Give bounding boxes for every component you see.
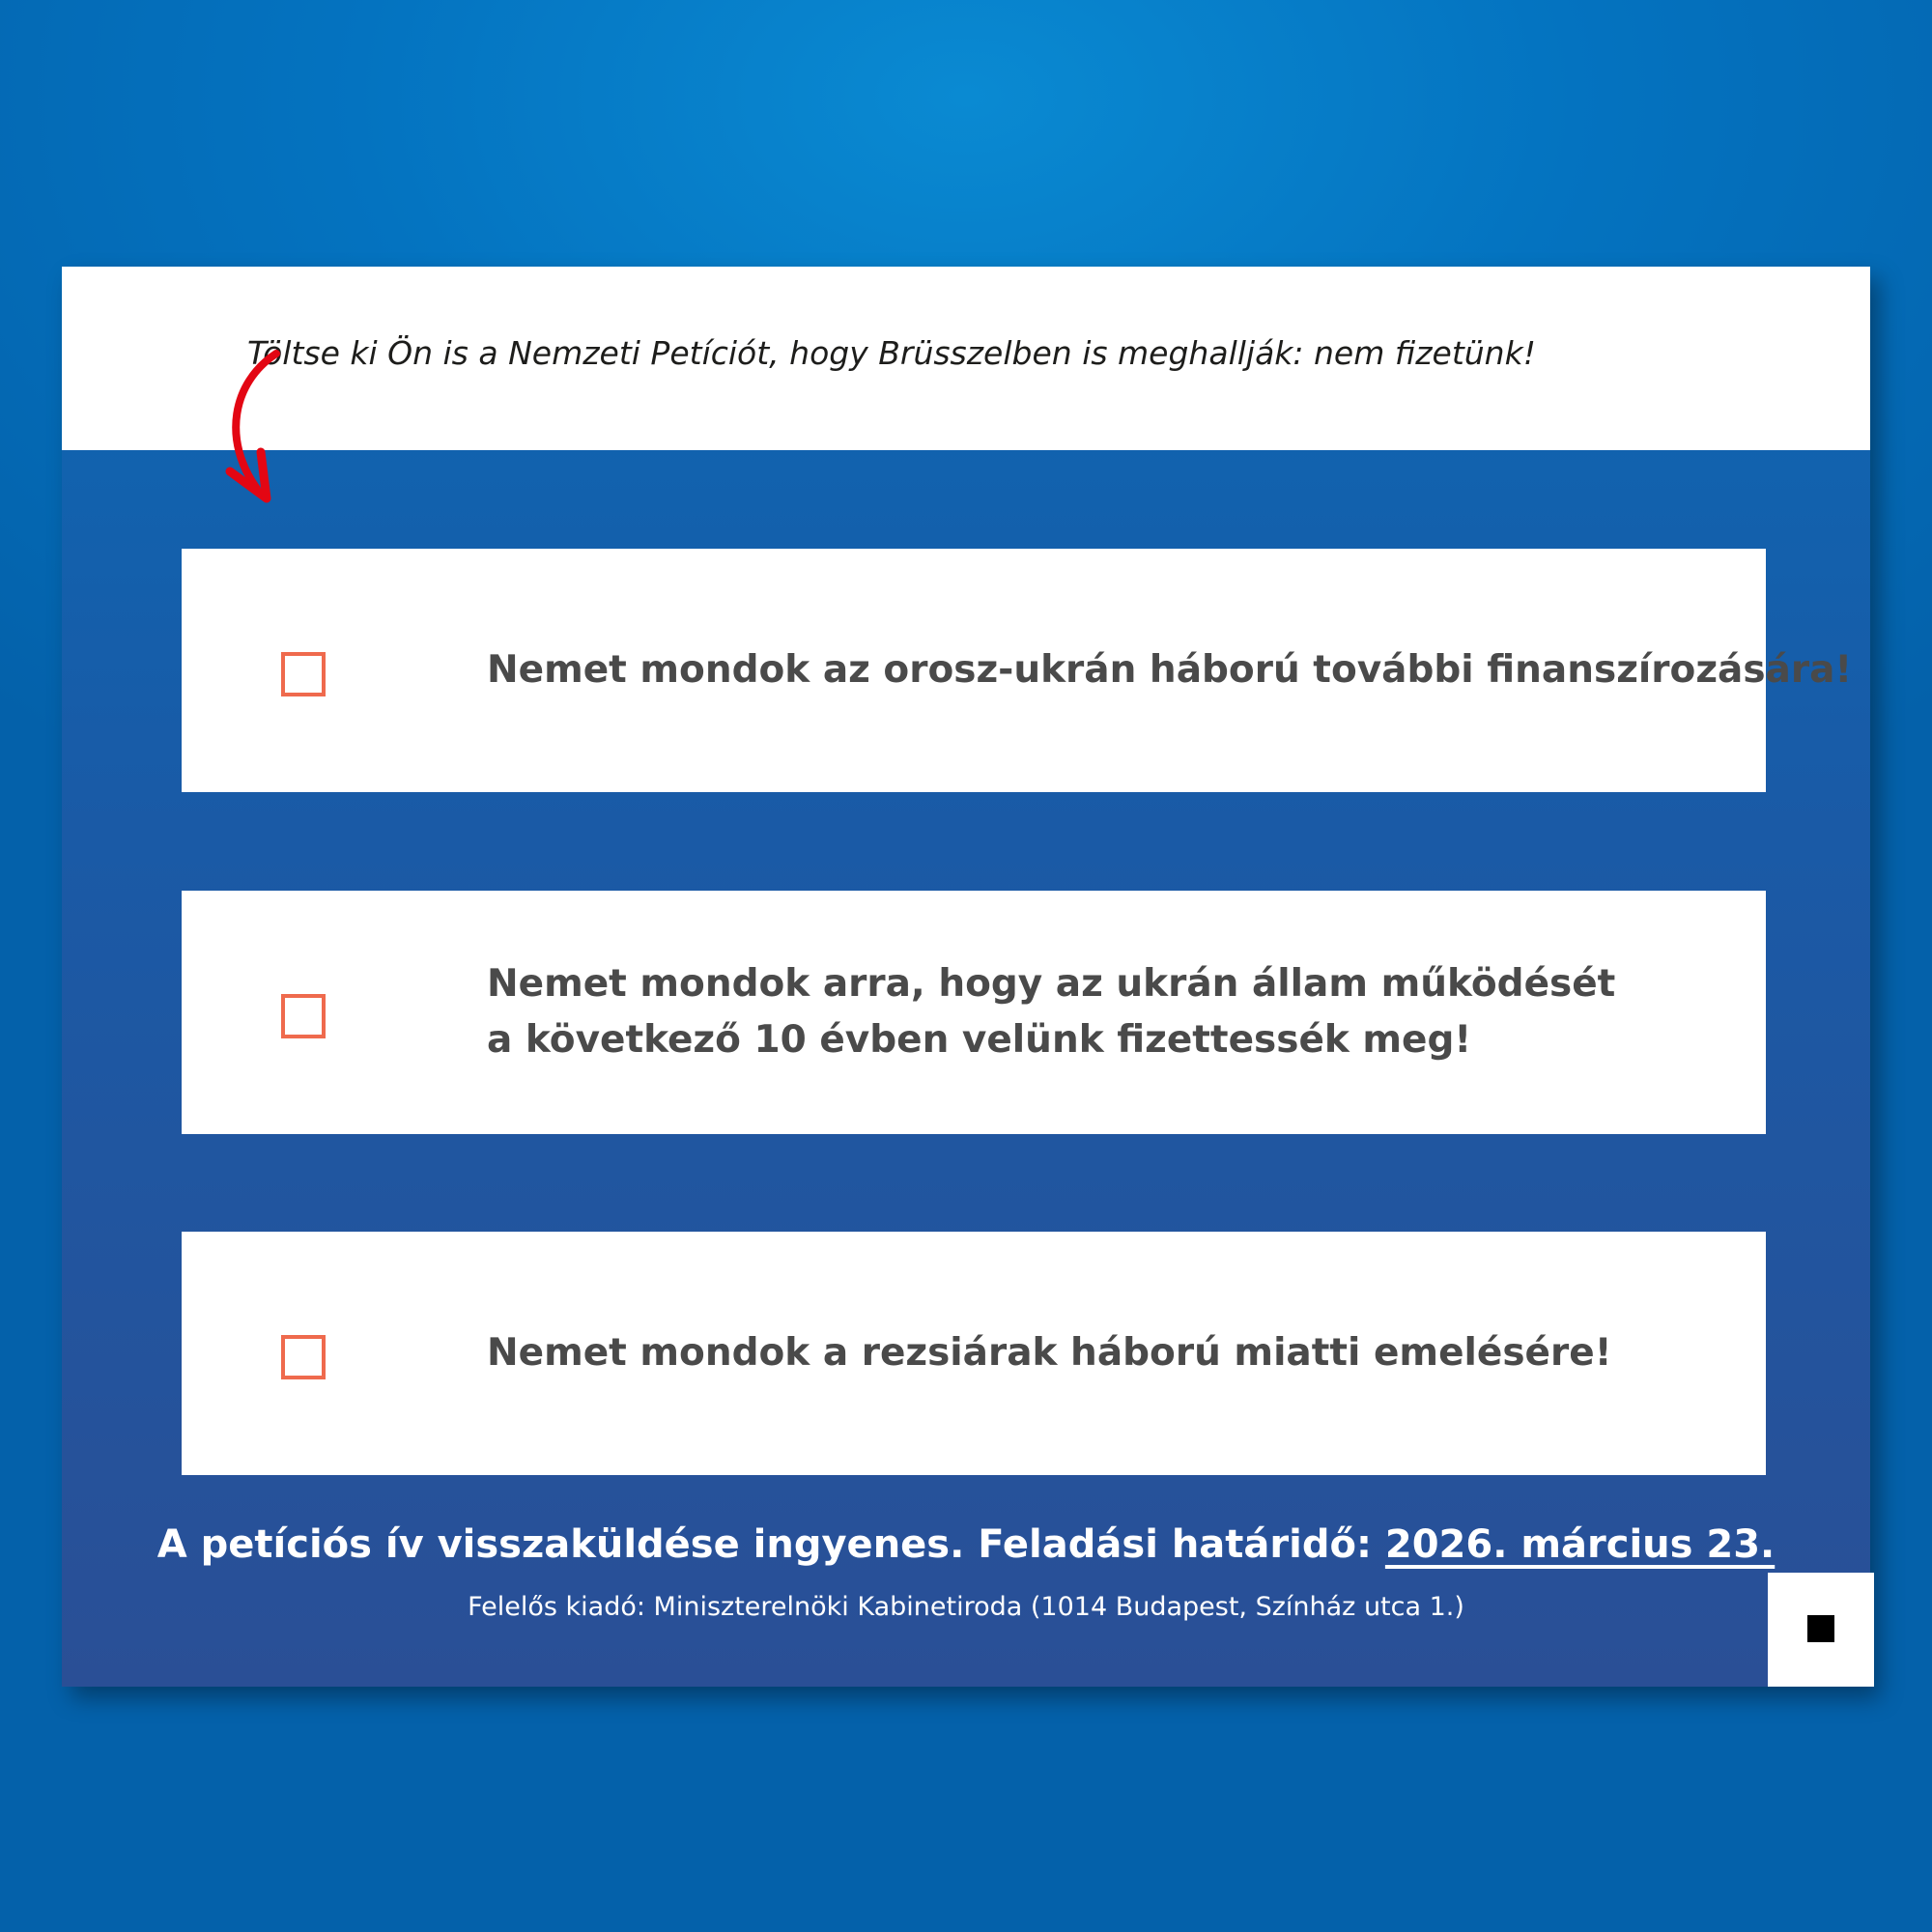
curved-arrow-down-icon	[168, 344, 313, 518]
option-3-text	[487, 1232, 1611, 1475]
option-2-line-2: a következő 10 évben velünk fizettessék meg!	[487, 1018, 1472, 1062]
corner-box	[1768, 1573, 1874, 1687]
publisher-note: Felelős kiadó: Miniszterelnöki Kabinetiroda (1014 Budapest, Színház utca 1.)	[468, 1592, 1464, 1622]
option-1-checkbox[interactable]	[281, 652, 326, 696]
option-1-line-1: Nemet mondok az orosz-ukrán háború további finanszírozására!	[487, 648, 1853, 692]
option-3-checkbox[interactable]	[281, 1335, 326, 1379]
header-strip	[62, 267, 1870, 450]
petition-option-3[interactable]	[182, 1232, 1766, 1475]
option-2-text	[487, 891, 1615, 1134]
option-2-line-1: Nemet mondok arra, hogy az ukrán állam működését	[487, 962, 1616, 1006]
header-text: Töltse ki Ön is a Nemzeti Petíciót, hogy Brüsszelben is meghallják: nem fizetünk!	[247, 334, 1536, 372]
deadline-prefix: A petíciós ív visszaküldése ingyenes. Feladási határidő:	[156, 1522, 1385, 1567]
petition-option-1[interactable]	[182, 549, 1853, 792]
petition-sheet	[62, 267, 1870, 1687]
registration-mark-icon	[1807, 1615, 1834, 1642]
option-1-text	[487, 549, 1852, 792]
option-3-line-1: Nemet mondok a rezsiárak háború miatti emelésére!	[487, 1331, 1612, 1375]
petition-option-2[interactable]	[182, 891, 1766, 1134]
option-2-checkbox[interactable]	[281, 994, 326, 1038]
deadline-date: 2026. március 23.	[1384, 1522, 1776, 1567]
deadline-notice	[62, 1522, 1870, 1567]
